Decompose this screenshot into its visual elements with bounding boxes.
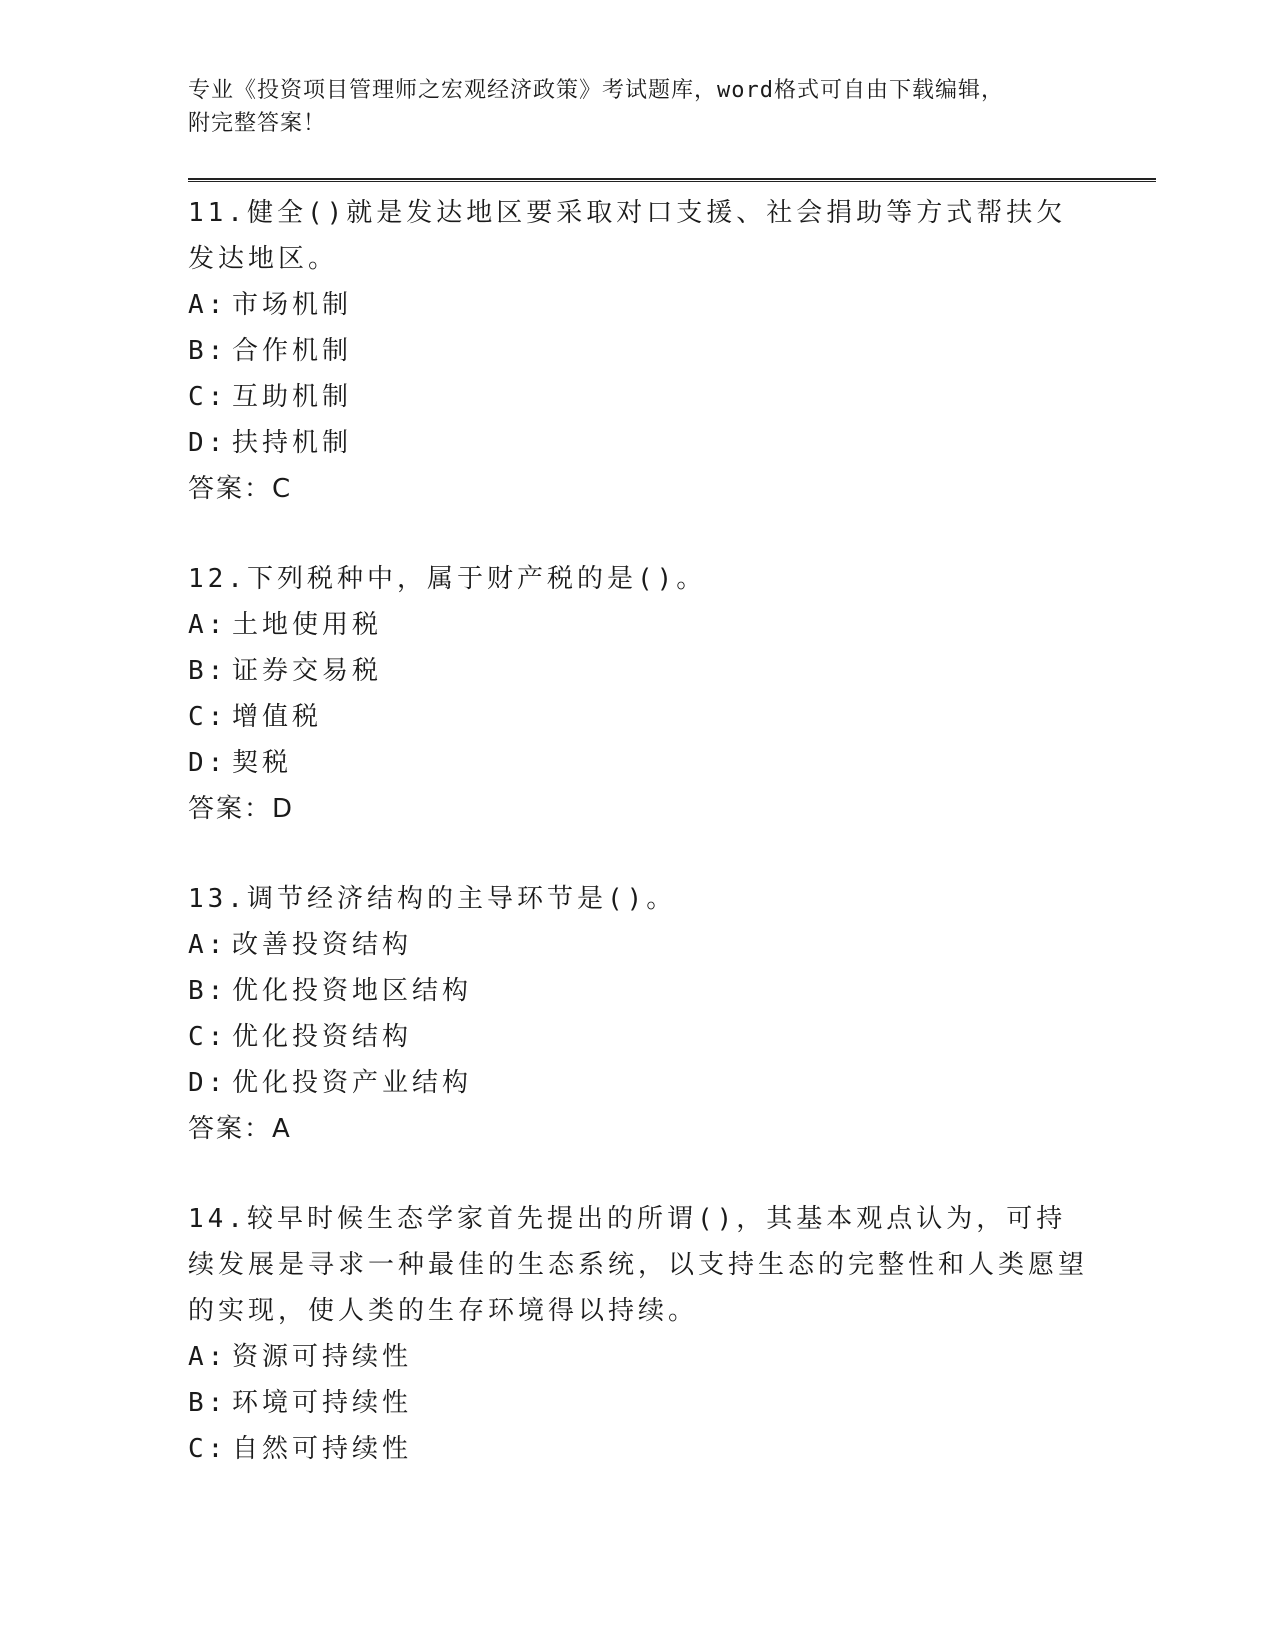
question-stem: 13.调节经济结构的主导环节是()。 xyxy=(188,884,677,914)
question-item xyxy=(188,190,1088,512)
option-text: 契税 xyxy=(232,748,293,778)
option-text: 优化投资结构 xyxy=(232,1022,413,1052)
option-letter: A: xyxy=(188,610,228,640)
option-text: 证券交易税 xyxy=(232,656,383,686)
option-text: 互助机制 xyxy=(232,382,353,412)
header-divider xyxy=(188,178,1156,182)
question-item xyxy=(188,1196,1088,1472)
option-text: 优化投资产业结构 xyxy=(232,1068,473,1098)
option-text: 资源可持续性 xyxy=(232,1342,413,1372)
option-text: 环境可持续性 xyxy=(232,1388,413,1418)
option-text: 扶持机制 xyxy=(232,428,353,458)
answer-line: 答案：A xyxy=(188,1114,292,1144)
option-letter: D: xyxy=(188,428,228,458)
option-text: 自然可持续性 xyxy=(232,1434,413,1464)
option-letter: C: xyxy=(188,382,228,412)
option-d xyxy=(188,740,1088,786)
option-c xyxy=(188,374,1088,420)
option-c xyxy=(188,694,1088,740)
option-letter: D: xyxy=(188,1068,228,1098)
option-b xyxy=(188,328,1088,374)
question-stem: 12.下列税种中，属于财产税的是()。 xyxy=(188,564,707,594)
option-b xyxy=(188,1380,1088,1426)
header-note: 专业《投资项目管理师之宏观经济政策》考试题库，word格式可自由下载编辑， 附完整答案！ xyxy=(188,78,1004,136)
option-letter: C: xyxy=(188,1022,228,1052)
option-letter: B: xyxy=(188,336,228,366)
option-letter: B: xyxy=(188,976,228,1006)
option-c xyxy=(188,1014,1088,1060)
option-a xyxy=(188,922,1088,968)
option-letter: A: xyxy=(188,930,228,960)
option-letter: D: xyxy=(188,748,228,778)
option-letter: B: xyxy=(188,656,228,686)
option-letter: B: xyxy=(188,1388,228,1418)
option-text: 改善投资结构 xyxy=(232,930,413,960)
option-b xyxy=(188,968,1088,1014)
option-text: 优化投资地区结构 xyxy=(232,976,473,1006)
option-text: 合作机制 xyxy=(232,336,353,366)
option-c xyxy=(188,1426,1088,1472)
option-d xyxy=(188,420,1088,466)
option-letter: C: xyxy=(188,702,228,732)
question-stem: 11.健全()就是发达地区要采取对口支援、社会捐助等方式帮扶欠发达地区。 xyxy=(188,198,1067,274)
option-b xyxy=(188,648,1088,694)
question-item xyxy=(188,556,1088,832)
answer-line: 答案：C xyxy=(188,474,293,504)
option-letter: A: xyxy=(188,290,228,320)
option-letter: A: xyxy=(188,1342,228,1372)
option-text: 增值税 xyxy=(232,702,323,732)
option-d xyxy=(188,1060,1088,1106)
answer-line: 答案：D xyxy=(188,794,295,824)
question-stem: 14.较早时候生态学家首先提出的所谓()，其基本观点认为，可持续发展是寻求一种最佳的生态系统，以支持生态的完整性和人类愿望的实现，使人类的生存环境得以持续。 xyxy=(188,1204,1089,1326)
option-a xyxy=(188,602,1088,648)
option-a xyxy=(188,282,1088,328)
question-item xyxy=(188,876,1088,1152)
question-list xyxy=(188,190,1088,1516)
option-text: 土地使用税 xyxy=(232,610,383,640)
option-letter: C: xyxy=(188,1434,228,1464)
option-a xyxy=(188,1334,1088,1380)
option-text: 市场机制 xyxy=(232,290,353,320)
